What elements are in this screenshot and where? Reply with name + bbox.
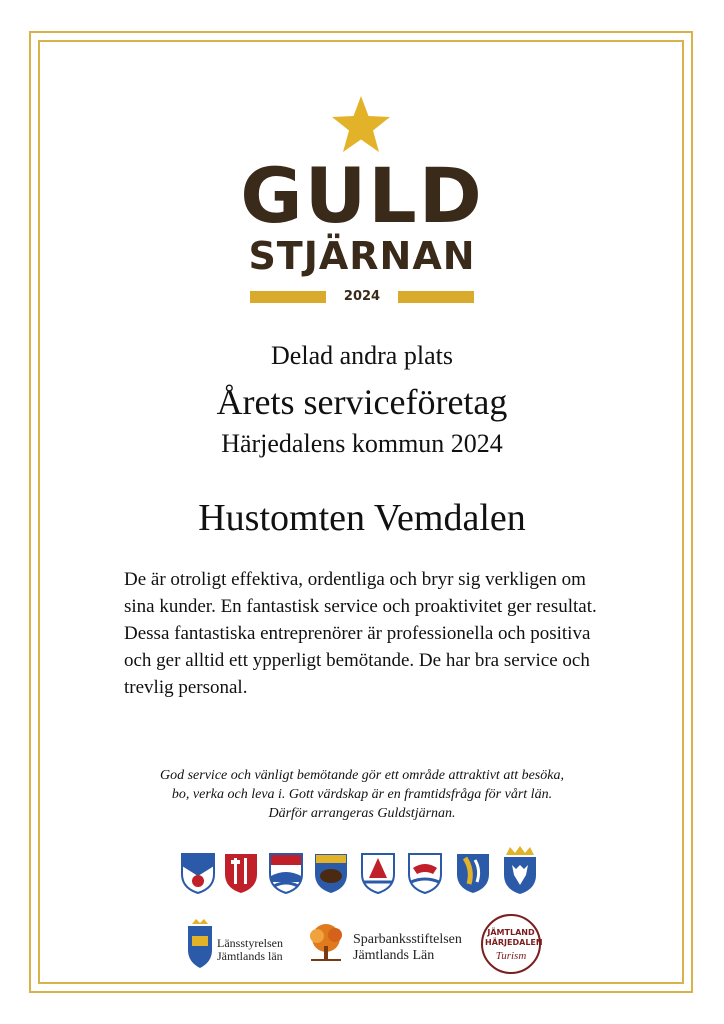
crest-bear-icon: [313, 850, 349, 894]
motto-line-3: Därför arrangeras Guldstjärnan.: [268, 806, 456, 821]
gold-star-icon: [331, 96, 391, 152]
motto-line-2: bo, verka och leva i. Gott värdskap är en framtidsfråga för vårt län.: [171, 787, 553, 802]
motto: [110, 766, 614, 823]
winner-name: Hustomten Vemdalen: [198, 497, 526, 539]
crest-antlers-icon: [180, 850, 216, 894]
logo-word-stjarnan: STJÄRNAN: [248, 234, 476, 278]
turism-line-3: Turism: [495, 950, 527, 962]
sparbank-line-1: Sparbanksstiftelsen: [353, 932, 462, 947]
crest-waterfall-icon: [455, 850, 491, 894]
crest-moose-crown-icon: [502, 845, 538, 895]
crest-tree-icon: [360, 850, 396, 894]
sparbank-text: [353, 932, 462, 964]
logo-bar-left: [250, 291, 326, 303]
lansstyrelsen-text: [217, 937, 283, 963]
sparbank-tree-logo-icon: [305, 922, 347, 964]
logo-word-guld: GULD: [240, 151, 484, 240]
award-motivation: De är otroligt effektiva, ordentliga och bryr sig verkligen om sina kunder. En fantastisk service och proaktivitet ger resultat. Dessa fantastiska entreprenörer är professionella och positiva och ger alltid ett ypperligt bemötande. De har bra service och trevlig personal.: [124, 569, 597, 698]
lansstyrelsen-crest-icon: [186, 918, 214, 970]
sparbank-line-2: Jämtlands Län: [353, 948, 435, 963]
award-category: Årets serviceföretag: [216, 382, 508, 422]
lansstyrelsen-line-1: Länsstyrelsen: [217, 936, 283, 950]
logo-year: 2024: [343, 289, 381, 304]
award-region-year: Härjedalens kommun 2024: [221, 429, 503, 458]
logo-bar-right: [398, 291, 474, 303]
motto-line-1: God service och vänligt bemötande gör ett område attraktivt att besöka,: [160, 768, 564, 783]
turism-line-2: HÄRJEDALEN: [485, 938, 543, 947]
crest-arm-icon: [407, 850, 443, 894]
crest-tools-icon: [223, 850, 259, 894]
award-placement: Delad andra plats: [271, 341, 453, 370]
lansstyrelsen-line-2: Jämtlands län: [217, 949, 283, 963]
turism-line-1: JÄMTLAND: [487, 928, 535, 937]
logo-year-row: [250, 288, 474, 306]
crest-bridge-icon: [268, 850, 304, 894]
